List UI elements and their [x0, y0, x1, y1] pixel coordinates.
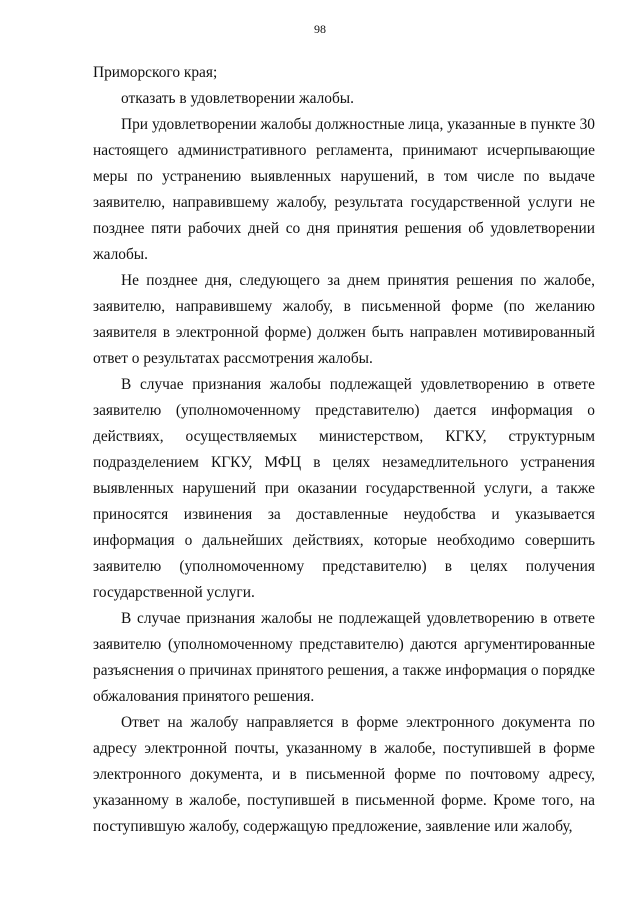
- paragraph-complaint-satisfied: При удовлетворении жалобы должностные лица, указанные в пункте 30 настоящего административного регламента, принимают исчерпывающие меры по устранению выявленных нарушений, в том числе по выдаче заявителю, направившему жалобу, результата государственной услуги не позднее пяти рабочих дней со дня принятия решения об удовлетворении жалобы.: [93, 116, 595, 263]
- document-body: [93, 60, 595, 840]
- page-number: 98: [314, 22, 326, 36]
- paragraph-region-continuation: Приморского края;: [93, 64, 218, 81]
- paragraph-rejected-complaint: В случае признания жалобы не подлежащей удовлетворению в ответе заявителю (уполномоченному представителю) даются аргументированные разъяснения о причинах принятого решения, а также информация о порядке обжалования принятого решения.: [93, 610, 595, 705]
- paragraph-recognized-complaint: В случае признания жалобы подлежащей удовлетворению в ответе заявителю (уполномоченному представителю) дается информация о действиях, осуществляемых министерством, КГКУ, структурным подразделением КГКУ, МФЦ в целях незамедлительного устранения выявленных нарушений при оказании государственной услуги, а также приносятся извинения за доставленные неудобства и указывается информация о дальнейших действиях, которые необходимо совершить заявителю (уполномоченному представителю) в целях получения государственной услуги.: [93, 376, 595, 601]
- paragraph-response-delivery: Ответ на жалобу направляется в форме электронного документа по адресу электронной почты, указанному в жалобе, поступившей в форме электронного документа, и в письменной форме по почтовому адресу, указанному в жалобе, поступившей в письменной форме. Кроме того, на поступившую жалобу, содержащую предложение, заявление или жалобу,: [93, 714, 595, 835]
- paragraph-response-deadline: Не позднее дня, следующего за днем принятия решения по жалобе, заявителю, направившему жалобу, в письменной форме (по желанию заявителя в электронной форме) должен быть направлен мотивированный ответ о результатах рассмотрения жалобы.: [93, 272, 595, 367]
- paragraph-refuse-complaint: отказать в удовлетворении жалобы.: [121, 90, 355, 107]
